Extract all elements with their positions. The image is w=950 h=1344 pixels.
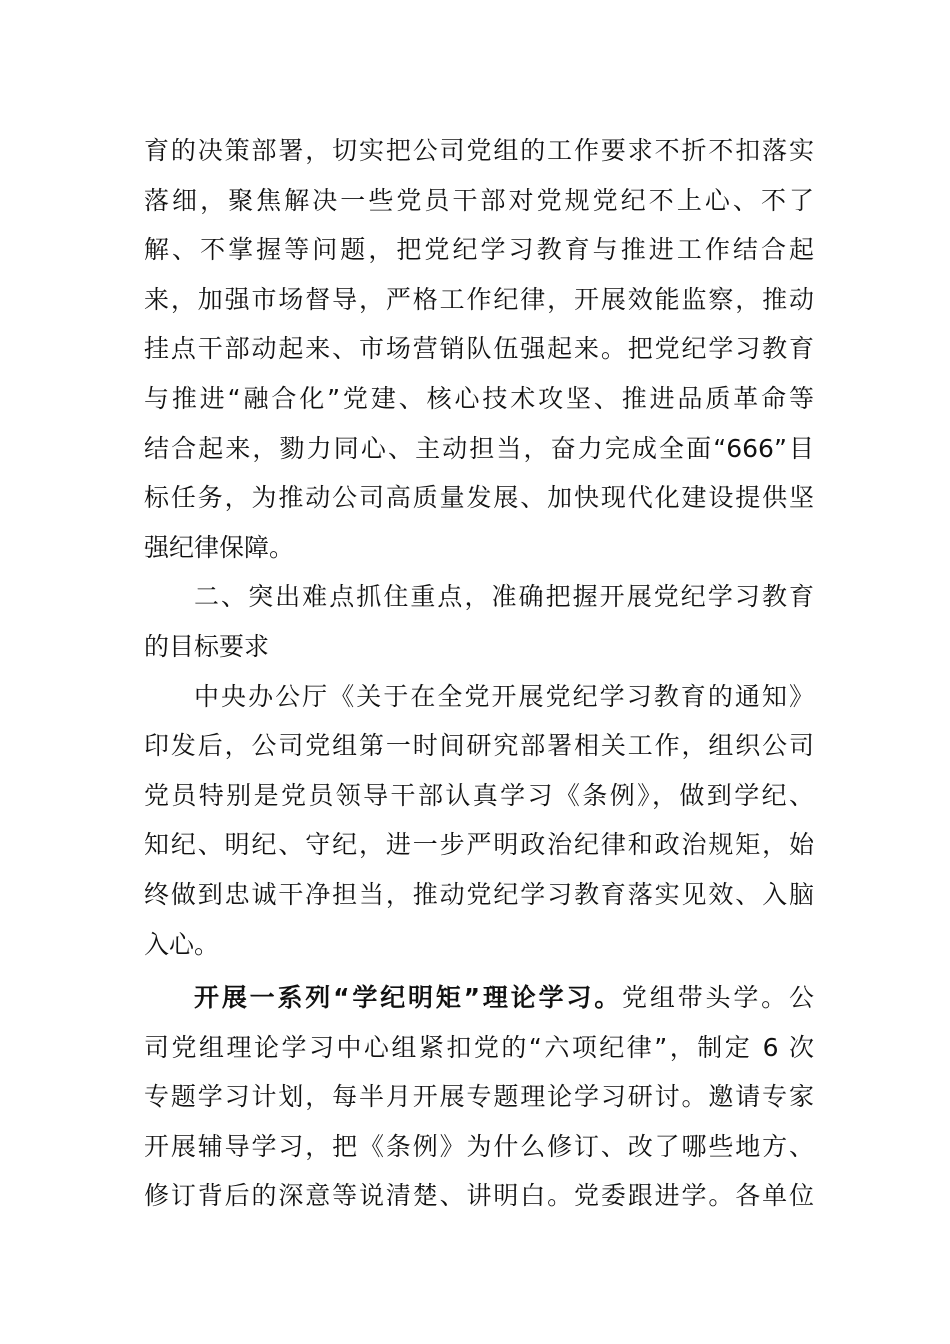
paragraph-1-line: 解、不掌握等问题，把党纪学习教育与推进工作结合起 (144, 235, 814, 265)
document-body (144, 126, 814, 1221)
paragraph-3-line: 司党组理论学习中心组紧扣党的“六项纪律”，制定 6 次 (144, 1032, 814, 1062)
paragraph-2-line: 入心。 (144, 929, 220, 959)
paragraph-1-line: 挂点干部动起来、市场营销队伍强起来。把党纪学习教育 (144, 334, 814, 364)
section-heading-line: 的目标要求 (144, 631, 270, 661)
paragraph-2-line: 终做到忠诚干净担当，推动党纪学习教育落实见效、入脑 (144, 879, 814, 909)
paragraph-3-first-line-rest: 党组带头学。公 (622, 983, 814, 1013)
paragraph-1-line: 标任务，为推动公司高质量发展、加快现代化建设提供坚 (144, 483, 814, 513)
paragraph-3-line: 专题学习计划，每半月开展专题理论学习研讨。邀请专家 (144, 1082, 814, 1112)
paragraph-3-line: 开展辅导学习，把《条例》为什么修订、改了哪些地方、 (144, 1131, 814, 1161)
paragraph-2-line: 知纪、明纪、守纪，进一步严明政治纪律和政治规矩，始 (144, 830, 814, 860)
paragraph-3-bold-lead: 开展一系列“学纪明矩”理论学习。 (194, 983, 623, 1013)
paragraph-2-line: 中央办公厅《关于在全党开展党纪学习教育的通知》 (194, 681, 814, 711)
paragraph-1-line: 强纪律保障。 (144, 532, 295, 562)
paragraph-1-line: 来，加强市场督导，严格工作纪律，开展效能监察，推动 (144, 284, 814, 314)
paragraph-3-first-line (144, 973, 814, 1023)
section-heading-line: 二、突出难点抓住重点，准确把握开展党纪学习教育 (194, 582, 814, 612)
paragraph-2-line: 党员特别是党员领导干部认真学习《条例》，做到学纪、 (144, 780, 814, 810)
paragraph-3-line: 修订背后的深意等说清楚、讲明白。党委跟进学。各单位 (144, 1181, 814, 1211)
paragraph-1-line: 育的决策部署，切实把公司党组的工作要求不折不扣落实 (144, 136, 814, 165)
paragraph-1-line: 与推进“融合化”党建、核心技术攻坚、推进品质革命等 (144, 383, 814, 413)
paragraph-1-line: 结合起来，勠力同心、主动担当，奋力完成全面“666”目 (144, 433, 814, 463)
paragraph-1-line: 落细，聚焦解决一些党员干部对党规党纪不上心、不了 (144, 185, 814, 215)
paragraph-2-line: 印发后，公司党组第一时间研究部署相关工作，组织公司 (144, 731, 814, 761)
